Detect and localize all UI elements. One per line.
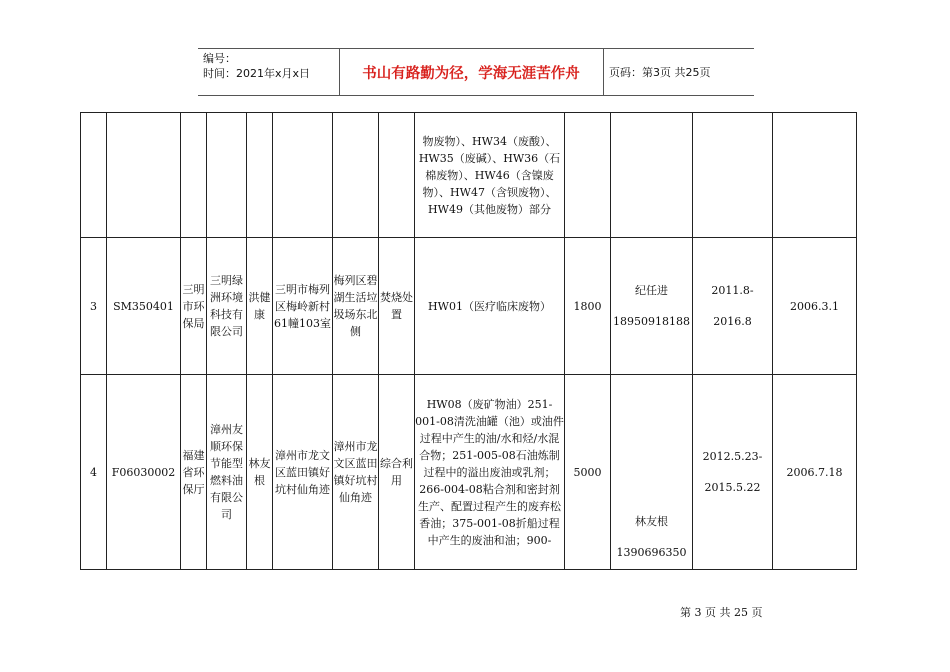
page-info: 页码：第3页 共25页 <box>609 66 711 79</box>
header-divider <box>603 48 604 96</box>
cell-validity <box>693 375 773 570</box>
cell-issue-date: 2006.3.1 <box>773 238 857 375</box>
cell-validity <box>693 113 773 238</box>
cell-address <box>273 113 333 238</box>
cell-method: 焚烧处置 <box>379 238 415 375</box>
motto: 书山有路勤为径，学海无涯苦作舟 <box>362 65 580 82</box>
validity-start: 2011.8- <box>711 284 754 297</box>
table-row <box>81 238 857 375</box>
number-label: 编号： <box>203 52 236 65</box>
cell-issue-date: 2006.7.18 <box>773 375 857 570</box>
cell-validity <box>693 238 773 375</box>
cell-authority: 福建省环保厅 <box>181 375 207 570</box>
cell-contact <box>611 238 693 375</box>
cell-company <box>207 113 247 238</box>
cell-scope: HW08（废矿物油）251-001-08清洗油罐（池）或油件过程中产生的油/水和烃/水混合物；251-005-08石油炼制过程中的溢出废油或乳剂；266-004-08粘合剂和密封剂生产、配置过程产生的废弃松香油；375-001-08折船过程中产生的废油和油；900- <box>415 375 565 570</box>
validity-end: 2015.5.22 <box>704 481 761 494</box>
table-row <box>81 113 857 238</box>
cell-address: 漳州市龙文区蓝田镇好坑村仙角迹 <box>273 375 333 570</box>
cell-company: 漳州友顺环保节能型燃料油有限公司 <box>207 375 247 570</box>
cell-capacity: 1800 <box>565 238 611 375</box>
cell-legal: 洪健康 <box>247 238 273 375</box>
cell-capacity: 5000 <box>565 375 611 570</box>
cell-authority <box>181 113 207 238</box>
cell-legal: 林友根 <box>247 375 273 570</box>
cell-legal <box>247 113 273 238</box>
cell-contact <box>611 113 693 238</box>
cell-capacity <box>565 113 611 238</box>
contact-phone: 1390696350 <box>616 546 687 559</box>
permit-table <box>80 112 857 570</box>
cell-company: 三明绿洲环境科技有限公司 <box>207 238 247 375</box>
cell-code <box>107 113 181 238</box>
cell-site: 漳州市龙文区蓝田镇好坑村仙角迹 <box>333 375 379 570</box>
cell-method <box>379 113 415 238</box>
cell-contact <box>611 375 693 570</box>
cell-site <box>333 113 379 238</box>
cell-no: 3 <box>81 238 107 375</box>
cell-scope: 物废物）、HW34（废酸）、HW35（废碱）、HW36（石棉废物）、HW46（含镍废物）、HW47（含钡废物）、HW49（其他废物）部分 <box>415 113 565 238</box>
table-row <box>81 375 857 570</box>
cell-site: 梅列区碧湖生活垃圾场东北侧 <box>333 238 379 375</box>
cell-no <box>81 113 107 238</box>
contact-phone: 18950918188 <box>613 315 690 328</box>
validity-end: 2016.8 <box>713 315 752 328</box>
validity-start: 2012.5.23- <box>702 450 763 463</box>
contact-name: 林友根 <box>635 515 668 528</box>
cell-address: 三明市梅列区梅岭新村61幢103室 <box>273 238 333 375</box>
page-footer: 第 3 页 共 25 页 <box>680 606 763 619</box>
cell-code: F06030002 <box>107 375 181 570</box>
cell-code: SM350401 <box>107 238 181 375</box>
time-label: 时间：2021年x月x日 <box>203 67 311 80</box>
cell-no: 4 <box>81 375 107 570</box>
cell-scope: HW01（医疗临床废物） <box>415 238 565 375</box>
cell-authority: 三明市环保局 <box>181 238 207 375</box>
cell-method: 综合利用 <box>379 375 415 570</box>
header-meta <box>203 51 310 81</box>
page-header <box>198 48 754 96</box>
contact-name: 纪任进 <box>635 284 668 297</box>
cell-issue-date <box>773 113 857 238</box>
